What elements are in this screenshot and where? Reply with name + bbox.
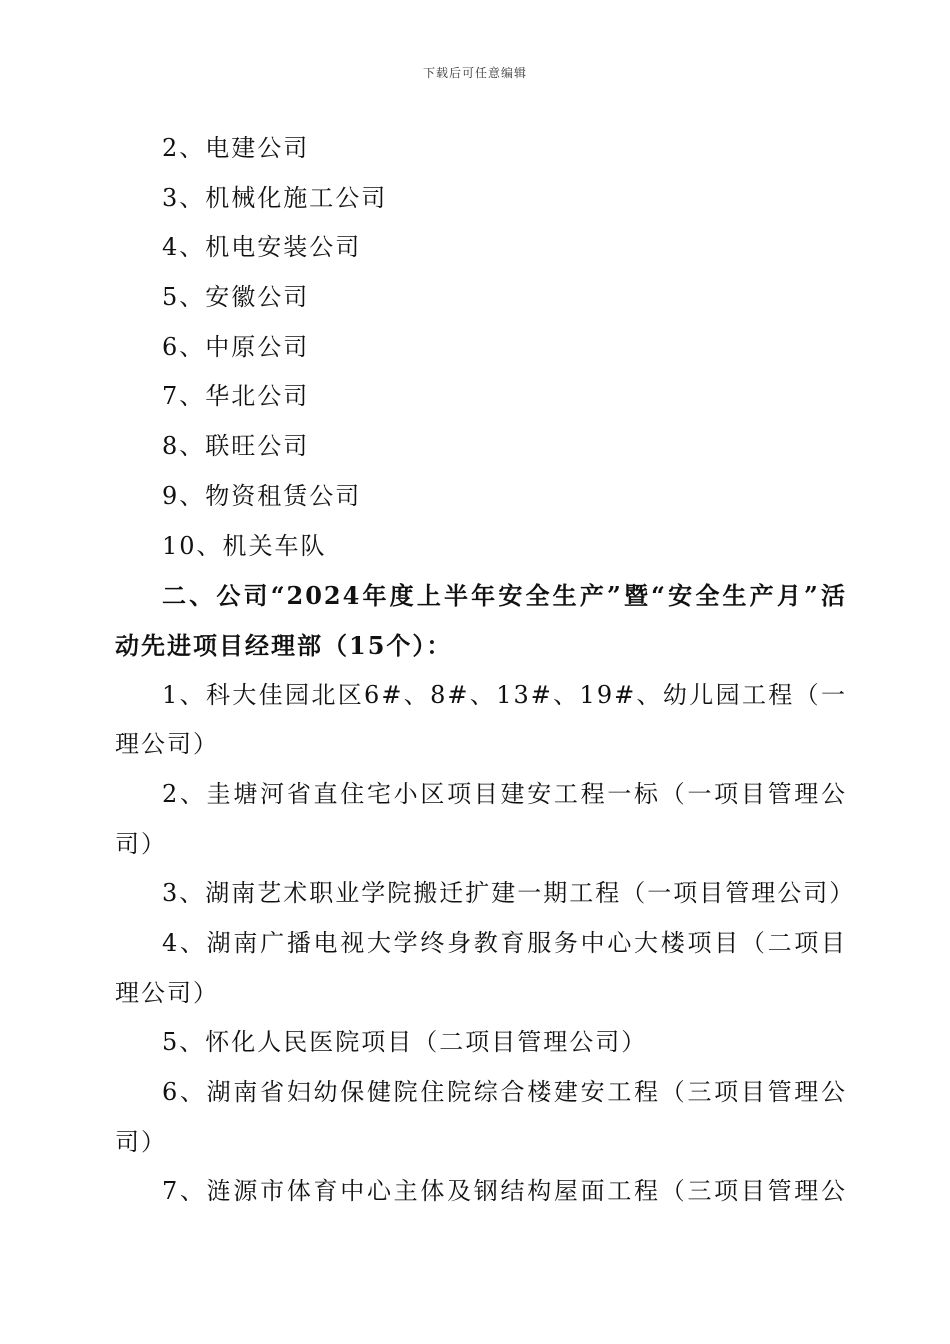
list-item: 5、怀化人民医院项目（二项目管理公司） xyxy=(162,1028,648,1057)
list-item: 2、电建公司 xyxy=(162,134,310,162)
list-item: 4、湖南广播电视大学终身教育服务中心大楼项目（二项目 xyxy=(162,929,847,957)
list-item: 4、机电安装公司 xyxy=(162,233,362,262)
list-item: 9、物资租赁公司 xyxy=(162,481,362,510)
document-body xyxy=(115,124,856,1217)
list-item: 10、机关车队 xyxy=(162,531,327,560)
section-heading-continued: 动先进项目经理部（15个）： xyxy=(115,630,453,660)
section-heading: 二、公司“2024年度上半年安全生产”暨“安全生产月”活 xyxy=(162,581,847,611)
list-item: 6、中原公司 xyxy=(162,332,310,361)
list-item-continued: 司） xyxy=(115,829,167,858)
page-header-note: 下载后可任意编辑 xyxy=(422,66,527,80)
list-item: 1、科大佳园北区6#、8#、13#、19#、幼儿园工程（一 xyxy=(162,680,847,709)
list-item: 6、湖南省妇幼保健院住院综合楼建安工程（三项目管理公 xyxy=(162,1078,847,1107)
list-item-continued: 理公司） xyxy=(115,978,219,1007)
list-item: 3、机械化施工公司 xyxy=(162,183,388,212)
list-item: 5、安徽公司 xyxy=(162,283,310,312)
list-item: 8、联旺公司 xyxy=(162,432,310,461)
list-item: 7、涟源市体育中心主体及钢结构屋面工程（三项目管理公 xyxy=(162,1177,847,1206)
list-item: 2、圭塘河省直住宅小区项目建安工程一标（一项目管理公 xyxy=(162,779,847,808)
list-item-continued: 司） xyxy=(115,1127,167,1156)
list-item: 7、华北公司 xyxy=(162,382,310,411)
list-item-continued: 理公司） xyxy=(115,730,219,759)
list-item: 3、湖南艺术职业学院搬迁扩建一期工程（一项目管理公司） xyxy=(162,879,856,908)
